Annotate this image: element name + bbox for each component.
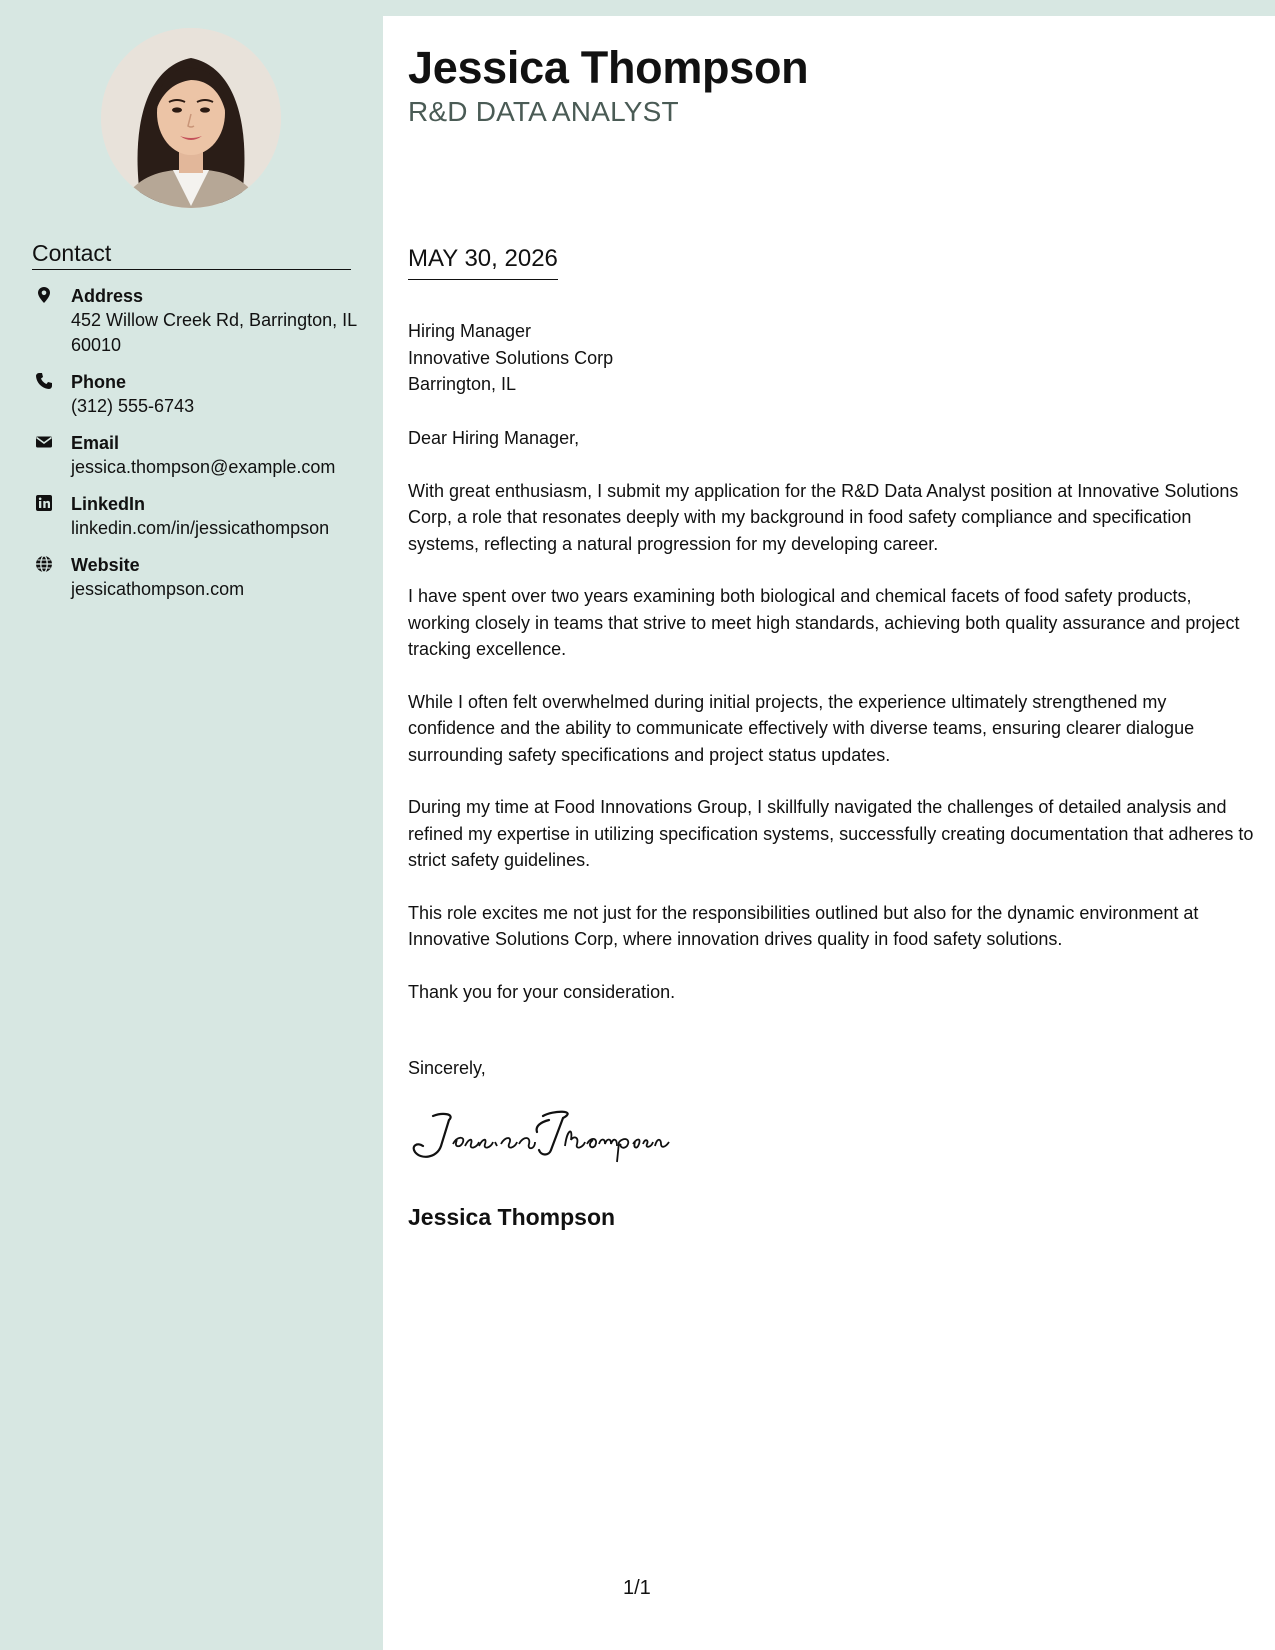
paragraph: While I often felt overwhelmed during initial projects, the experience ultimately strengthened my confidence and the ability to communicate effectively with diverse teams, ensuring clearer dialogue surrounding safety specifications and project status updates.	[408, 691, 1195, 765]
paragraph: With great enthusiasm, I submit my application for the R&D Data Analyst position at Innovative Solutions Corp, a role that resonates deeply with my background in food safety compliance and specification systems, reflecting a natural progression for my developing career.	[408, 480, 1239, 554]
recipient-line: Barrington, IL	[408, 374, 517, 394]
contact-heading: Contact	[32, 240, 351, 270]
location-pin-icon	[35, 286, 53, 304]
contact-label: Phone	[71, 372, 127, 392]
phone-icon	[35, 372, 53, 390]
closing: Sincerely,	[408, 1058, 486, 1078]
applicant-name: Jessica Thompson	[408, 42, 809, 93]
letter-text	[408, 425, 1258, 1031]
sidebar	[0, 0, 383, 1650]
email-link[interactable]: jessica.thompson@example.com	[71, 457, 336, 477]
letter-body	[383, 16, 1275, 1650]
contact-list	[32, 284, 362, 614]
address-value: 452 Willow Creek Rd, Barrington, IL 60010	[71, 310, 357, 355]
contact-label: Address	[71, 286, 144, 306]
letter-date: MAY 30, 2026	[408, 245, 558, 280]
website-link[interactable]: jessicathompson.com	[71, 579, 245, 599]
contact-phone	[32, 370, 362, 419]
handwritten-signature	[403, 1106, 673, 1171]
signed-name: Jessica Thompson	[408, 1204, 616, 1230]
paragraph: I have spent over two years examining both biological and chemical facets of food safety products, working closely in teams that strive to meet high standards, achieving both quality assurance and project tracking excellence.	[408, 586, 1240, 659]
contact-label: Website	[71, 555, 140, 575]
contact-label: LinkedIn	[71, 494, 146, 514]
contact-email	[32, 431, 362, 480]
recipient-block	[408, 318, 613, 398]
recipient-line: Innovative Solutions Corp	[408, 347, 614, 368]
contact-label: Email	[71, 433, 120, 453]
paragraph: This role excites me not just for the responsibilities outlined but also for the dynamic environment at Innovative Solutions Corp, where innovation drives quality in food safety solutions.	[408, 902, 1199, 949]
phone-value: (312) 555-6743	[71, 396, 195, 416]
greeting: Dear Hiring Manager,	[408, 428, 580, 448]
page-number: 1/1	[623, 1577, 651, 1599]
recipient-line: Hiring Manager	[408, 321, 532, 341]
paragraph: During my time at Food Innovations Group, I skillfully navigated the challenges of detailed analysis and refined my expertise in utilizing specification systems, successfully creating documentation that adheres to strict safety guidelines.	[408, 797, 1254, 870]
paragraph: Thank you for your consideration.	[408, 981, 676, 1002]
globe-icon	[35, 555, 53, 573]
email-icon	[35, 433, 53, 451]
profile-photo	[101, 28, 281, 208]
linkedin-link[interactable]: linkedin.com/in/jessicathompson	[71, 518, 330, 538]
applicant-role: R&D DATA ANALYST	[408, 96, 679, 127]
linkedin-icon	[35, 494, 53, 512]
contact-linkedin	[32, 492, 362, 541]
contact-address	[32, 284, 362, 358]
contact-website	[32, 553, 362, 602]
